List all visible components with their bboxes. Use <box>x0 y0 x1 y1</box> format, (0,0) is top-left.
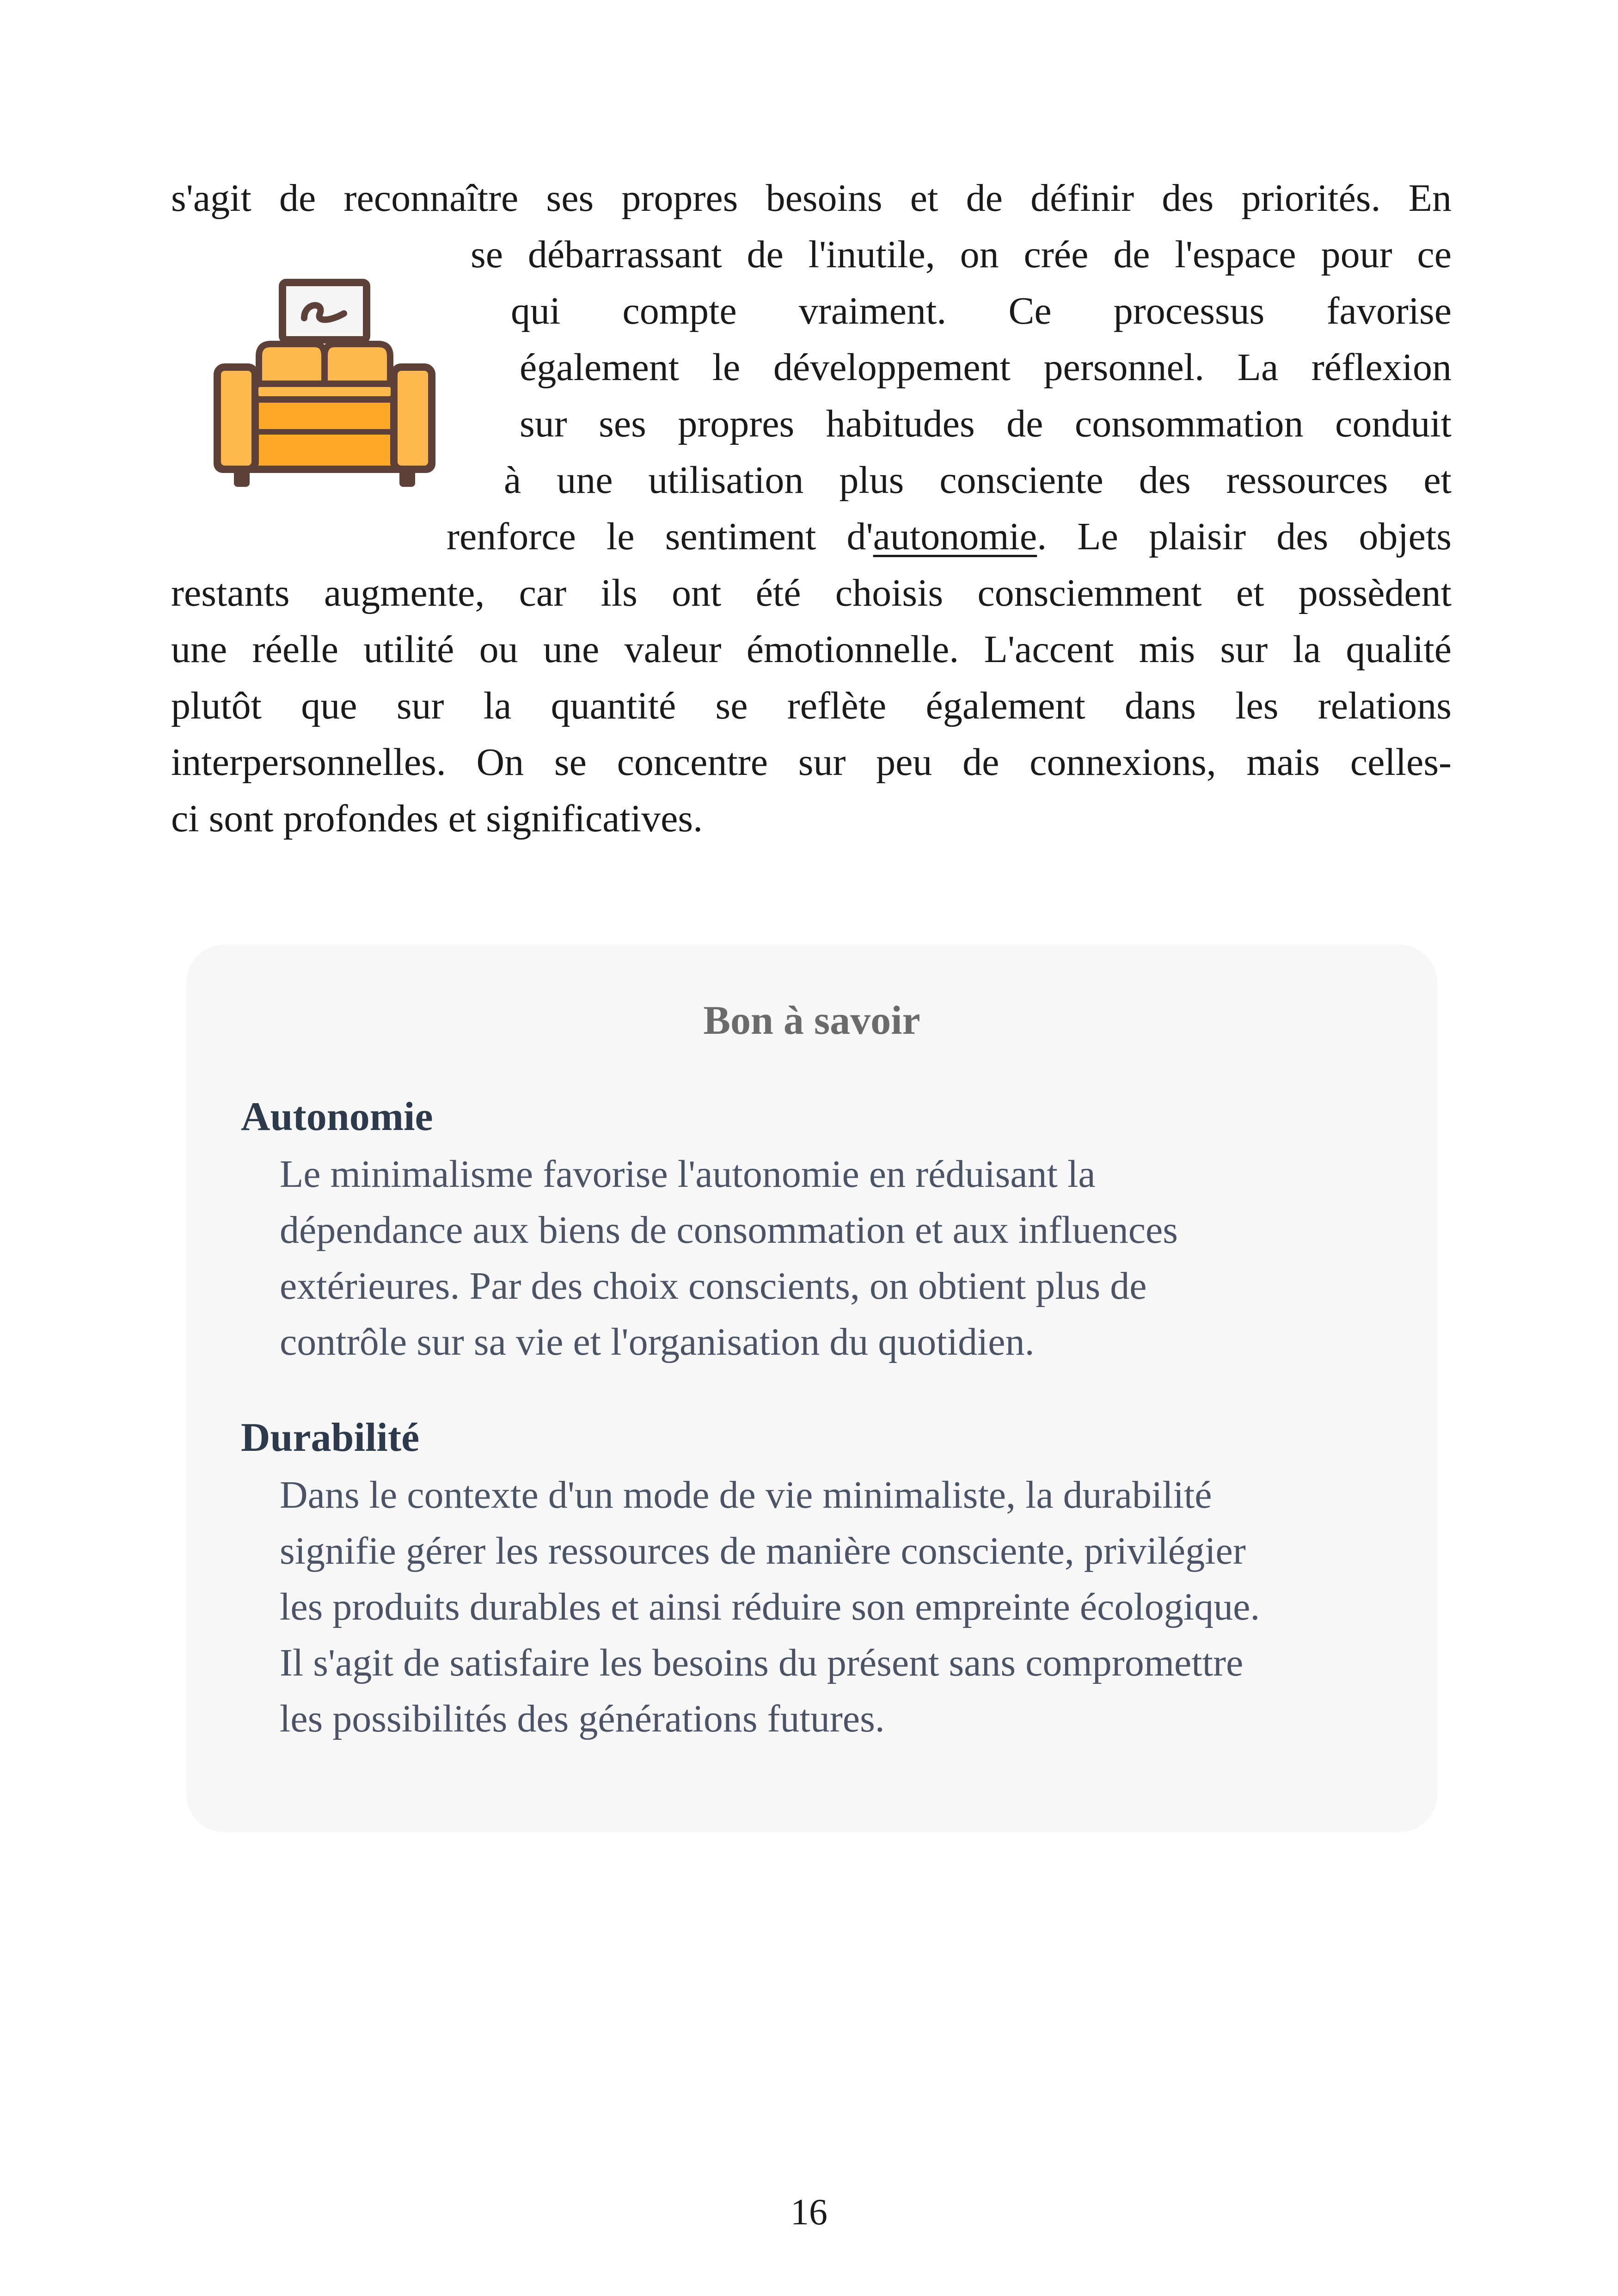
definition-line: extérieures. Par des choix conscients, on obtient plus de <box>280 1265 1147 1308</box>
definition-line: signifie gérer les ressources de manière consciente, privilégier <box>280 1529 1246 1572</box>
term-title-autonomie: Autonomie <box>241 1094 433 1139</box>
paragraph-text: . Le plaisir des objets <box>1037 515 1452 558</box>
glossary-term-link[interactable]: autonomie <box>873 515 1037 558</box>
paragraph-line: qui compte vraiment. Ce processus favorise <box>511 289 1452 332</box>
paragraph-line: à une utilisation plus consciente des ressources et <box>504 459 1452 502</box>
definition-line: les produits durables et ainsi réduire son empreinte écologique. <box>280 1585 1260 1628</box>
definition-durabilite <box>280 1467 1417 1747</box>
sofa-with-picture-icon <box>214 275 435 501</box>
paragraph-text: renforce le sentiment d' <box>447 515 873 558</box>
paragraph-line: restants augmente, car ils ont été choisis consciemment et possèdent <box>171 571 1452 614</box>
paragraph-line: ci sont profondes et significatives. <box>171 797 703 840</box>
paragraph-line: s'agit de reconnaître ses propres besoins et de définir des priorités. En <box>171 177 1452 220</box>
definition-line: Il s'agit de satisfaire les besoins du présent sans compromettre <box>280 1641 1244 1684</box>
definition-line: Dans le contexte d'un mode de vie minimaliste, la durabilité <box>280 1473 1212 1516</box>
definition-autonomie <box>280 1146 1417 1370</box>
paragraph-line: sur ses propres habitudes de consommation conduit <box>520 402 1452 445</box>
paragraph-line: plutôt que sur la quantité se reflète également dans les relations <box>171 684 1452 727</box>
definition-line: dépendance aux biens de consommation et aux influences <box>280 1209 1178 1252</box>
definition-line: les possibilités des générations futures. <box>280 1697 885 1740</box>
paragraph-line <box>447 509 1452 565</box>
paragraph-line: interpersonnelles. On se concentre sur peu de connexions, mais celles- <box>171 741 1452 784</box>
good-to-know-box <box>186 945 1437 1832</box>
paragraph-line: également le développement personnel. La réflexion <box>520 346 1452 389</box>
term-title-durabilite: Durabilité <box>241 1415 420 1460</box>
paragraph-line: se débarrassant de l'inutile, on crée de l'espace pour ce <box>471 233 1452 276</box>
info-box-title: Bon à savoir <box>703 998 920 1043</box>
paragraph-line: une réelle utilité ou une valeur émotionnelle. L'accent mis sur la qualité <box>171 628 1452 671</box>
definition-line: contrôle sur sa vie et l'organisation du quotidien. <box>280 1320 1035 1363</box>
definition-line: Le minimalisme favorise l'autonomie en réduisant la <box>280 1153 1096 1196</box>
page-number: 16 <box>791 2192 827 2233</box>
